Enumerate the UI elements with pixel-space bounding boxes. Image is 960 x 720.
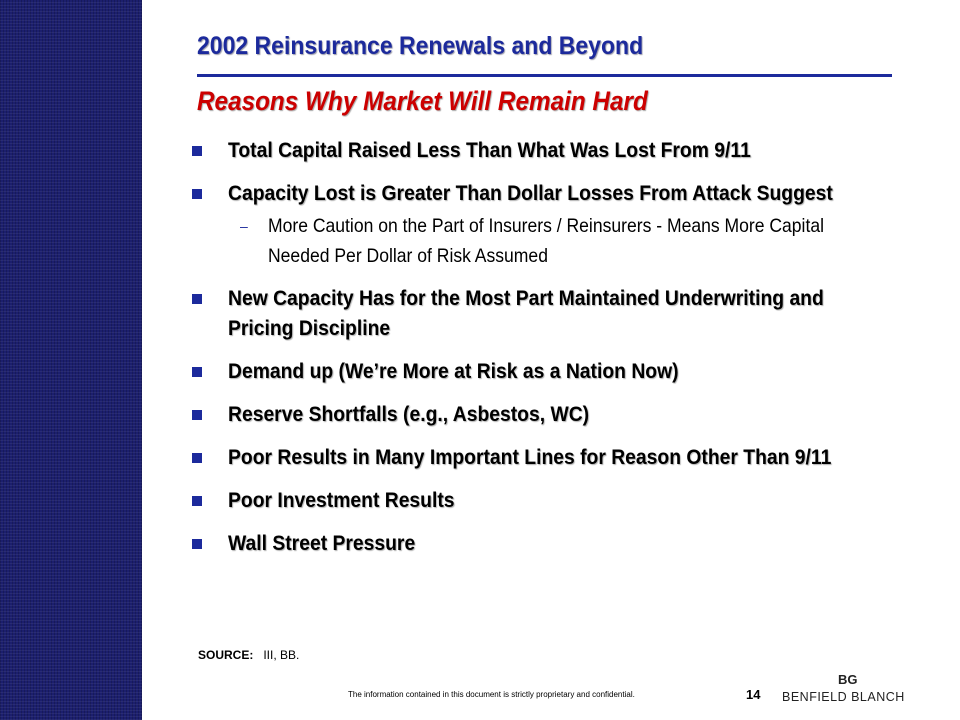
source-text: III, BB. (263, 648, 300, 662)
bullet-item (190, 179, 870, 271)
bullet-item (190, 136, 870, 166)
bullet-item (190, 400, 870, 430)
company-logo-text: BENFIELD BLANCH (782, 690, 905, 704)
bullet-text: Reserve Shortfalls (e.g., Asbestos, WC) (228, 403, 590, 426)
bullet-item (190, 357, 870, 387)
slide-subtitle: Reasons Why Market Will Remain Hard (197, 86, 648, 116)
bullet-item (190, 529, 870, 559)
bullet-square-icon (192, 294, 202, 304)
bullet-text: Wall Street Pressure (228, 532, 416, 555)
bullet-text: Poor Investment Results (228, 489, 455, 512)
sub-bullet-text: More Caution on the Part of Insurers / Reinsurers - Means More Capital Needed Per Dollar of Risk Assumed (268, 215, 824, 267)
bullet-item (190, 284, 870, 344)
bullet-text: Poor Results in Many Important Lines for Reason Other Than 9/11 (228, 446, 832, 469)
bullet-square-icon (192, 453, 202, 463)
logo-mark-text: BG (838, 672, 858, 686)
source-label: SOURCE: (198, 648, 254, 662)
slide-title: 2002 Reinsurance Renewals and Beyond (197, 32, 644, 60)
confidentiality-disclaimer: The information contained in this document is strictly proprietary and confidential. (348, 690, 635, 699)
bullet-list (190, 136, 870, 572)
bullet-square-icon (192, 539, 202, 549)
title-divider (197, 74, 892, 77)
source-note (198, 648, 299, 662)
bullet-text: Capacity Lost is Greater Than Dollar Losses From Attack Suggest (228, 182, 833, 205)
bullet-text: Demand up (We’re More at Risk as a Nation Now) (228, 360, 679, 383)
bullet-square-icon (192, 410, 202, 420)
bullet-item (190, 443, 870, 473)
bullet-text: New Capacity Has for the Most Part Maintained Underwriting and Pricing Discipline (228, 287, 824, 340)
bullet-text: Total Capital Raised Less Than What Was Lost From 9/11 (228, 139, 751, 162)
bullet-square-icon (192, 146, 202, 156)
bullet-square-icon (192, 496, 202, 506)
sub-bullet-list (228, 211, 870, 271)
dash-icon: – (240, 218, 248, 234)
bullet-square-icon (192, 367, 202, 377)
page-number: 14 (746, 687, 761, 702)
left-decorative-band (0, 0, 142, 720)
bullet-item (190, 486, 870, 516)
bullet-square-icon (192, 189, 202, 199)
sub-bullet-item (228, 211, 870, 271)
company-logo-icon (838, 672, 860, 686)
